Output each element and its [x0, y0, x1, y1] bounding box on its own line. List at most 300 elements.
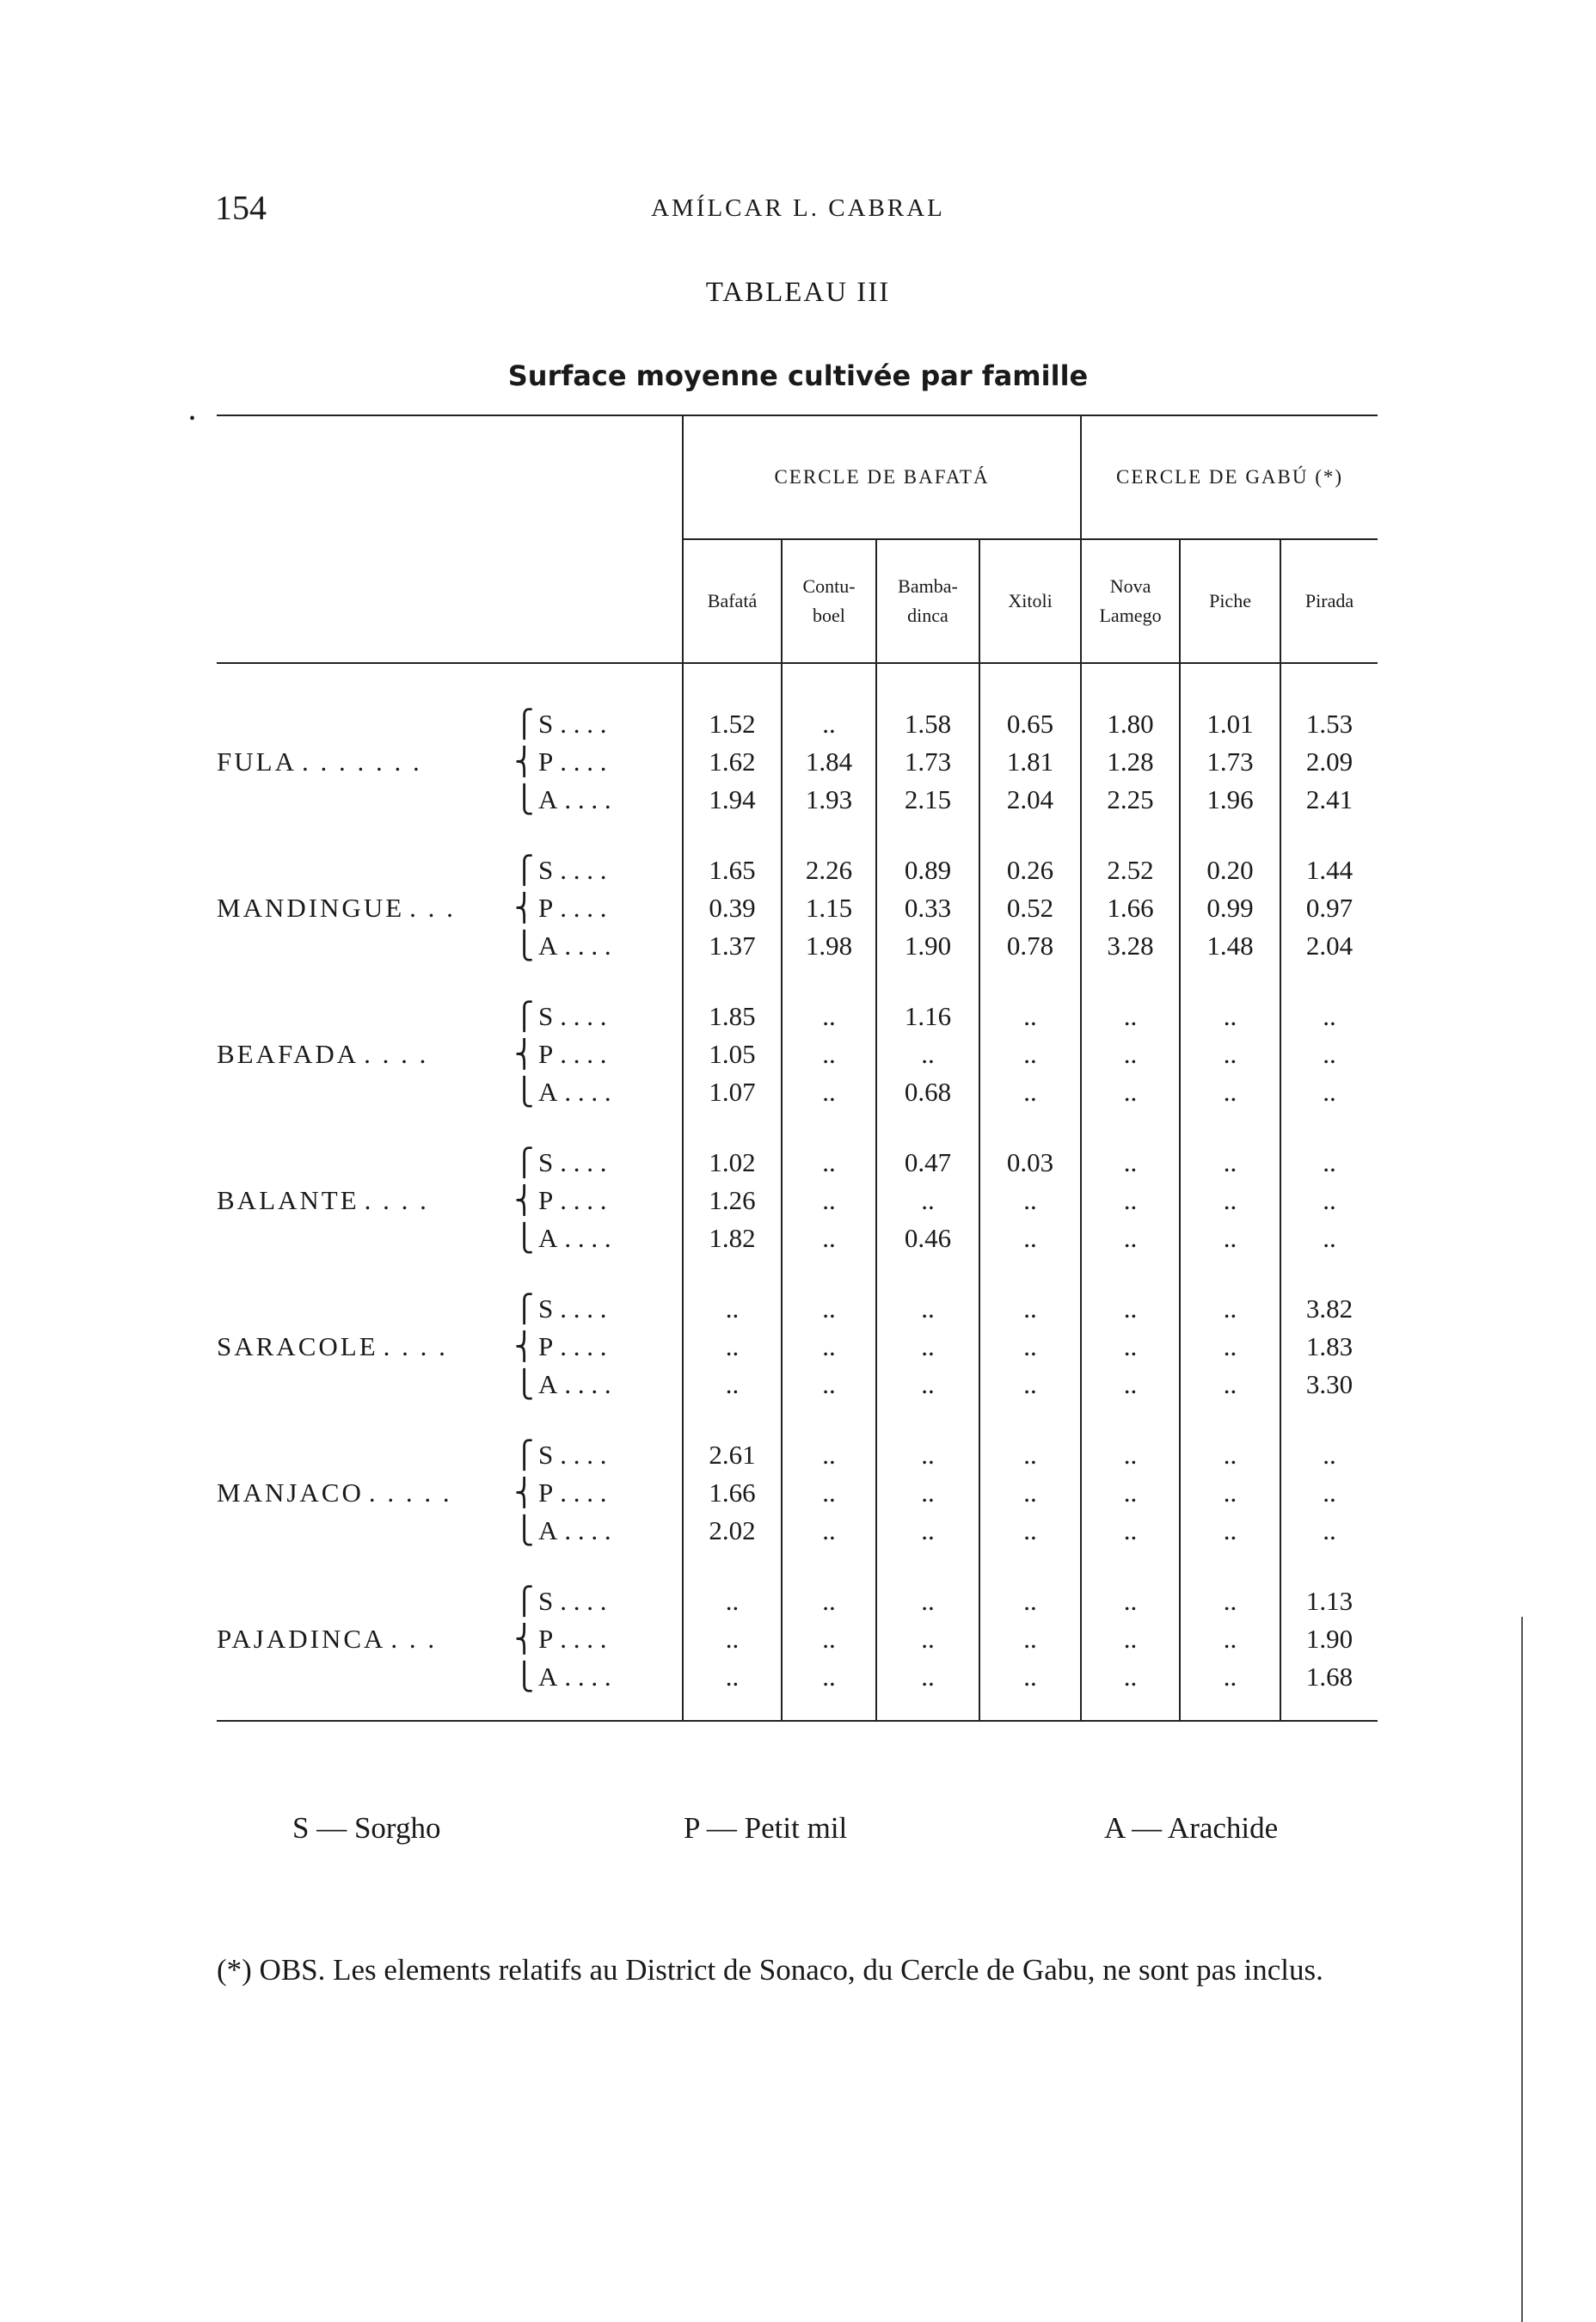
column-header — [683, 539, 782, 663]
group-name: PAJADINCA — [217, 1624, 386, 1654]
value-cell: 1.66 — [1081, 889, 1180, 927]
data-table — [217, 415, 1378, 1722]
brace-glyph: ⎧ — [514, 1293, 535, 1324]
crop-code: A — [538, 931, 558, 961]
value-cell: .. — [979, 1219, 1081, 1257]
value-cell: 1.82 — [683, 1219, 782, 1257]
brace-glyph: ⎧ — [514, 709, 535, 739]
value-cell: 1.66 — [683, 1474, 782, 1512]
table-row — [217, 1182, 1378, 1219]
value-cell: .. — [979, 1035, 1081, 1073]
value-cell: 0.65 — [979, 705, 1081, 743]
value-cell: 1.73 — [1180, 743, 1280, 781]
value-cell: .. — [979, 1582, 1081, 1620]
value-cell: .. — [782, 1035, 876, 1073]
value-cell: 2.09 — [1280, 743, 1378, 781]
crop-leader-dots: . . . . — [564, 931, 611, 961]
crop-leader-dots: . . . . — [564, 1662, 611, 1692]
value-cell: 0.99 — [1180, 889, 1280, 927]
crop-code: S — [538, 1586, 554, 1616]
value-cell: 1.13 — [1280, 1582, 1378, 1620]
group-label — [217, 1328, 526, 1366]
value-cell: 0.78 — [979, 927, 1081, 965]
value-cell: .. — [683, 1620, 782, 1658]
value-cell: .. — [1081, 1073, 1180, 1111]
value-cell: .. — [1180, 1512, 1280, 1550]
legend-petit-mil: P — Petit mil — [684, 1811, 848, 1845]
legend-sorgho: S — Sorgho — [292, 1811, 441, 1845]
value-cell: 2.52 — [1081, 851, 1180, 889]
value-cell: .. — [1180, 1219, 1280, 1257]
value-cell: .. — [876, 1035, 979, 1073]
value-cell: .. — [782, 1366, 876, 1404]
crop-leader-dots: . . . . — [564, 784, 611, 814]
crop-label — [514, 1512, 683, 1550]
column-header-line: dinca — [907, 605, 948, 626]
value-cell: .. — [782, 1290, 876, 1328]
value-cell: .. — [1280, 1144, 1378, 1182]
value-cell: 1.94 — [683, 781, 782, 819]
column-header — [1081, 539, 1180, 663]
brace-glyph: ⎨ — [514, 1477, 535, 1508]
value-cell: 1.93 — [782, 781, 876, 819]
value-cell: 2.41 — [1280, 781, 1378, 819]
group-header-bafata: CERCLE DE BAFATÁ — [683, 415, 1081, 539]
crop-code: A — [538, 1077, 558, 1107]
value-cell: .. — [782, 1512, 876, 1550]
group-label — [217, 889, 526, 927]
value-cell: .. — [876, 1290, 979, 1328]
value-cell: .. — [782, 1658, 876, 1696]
table-row — [217, 705, 1378, 743]
value-cell: 1.81 — [979, 743, 1081, 781]
table-row — [217, 743, 1378, 781]
crop-label — [514, 1328, 683, 1366]
crop-label — [514, 851, 683, 889]
value-cell: .. — [1180, 1290, 1280, 1328]
value-cell: 1.73 — [876, 743, 979, 781]
brace-glyph: ⎧ — [514, 855, 535, 885]
legend-arachide: A — Arachide — [1104, 1811, 1279, 1845]
crop-code: A — [538, 1369, 558, 1399]
crop-label — [514, 1620, 683, 1658]
value-cell: 1.53 — [1280, 705, 1378, 743]
value-cell: .. — [876, 1474, 979, 1512]
crop-code: A — [538, 1662, 558, 1692]
value-cell: 1.52 — [683, 705, 782, 743]
value-cell: .. — [1180, 1620, 1280, 1658]
value-cell: 0.03 — [979, 1144, 1081, 1182]
value-cell: 0.68 — [876, 1073, 979, 1111]
crop-leader-dots: . . . . — [560, 1185, 607, 1215]
crop-code: A — [538, 784, 558, 814]
brace-glyph: ⎨ — [514, 1039, 535, 1069]
brace-glyph: ⎨ — [514, 1331, 535, 1361]
group-name: FULA — [217, 746, 297, 777]
crop-leader-dots: . . . . — [560, 1586, 607, 1616]
value-cell: .. — [683, 1328, 782, 1366]
table-row — [217, 927, 1378, 965]
value-cell: .. — [782, 1436, 876, 1474]
group-leader-dots: . . . . . — [368, 1477, 452, 1508]
value-cell: 1.98 — [782, 927, 876, 965]
value-cell: .. — [1081, 1035, 1180, 1073]
group-label — [217, 781, 526, 819]
crop-code: A — [538, 1223, 558, 1253]
crop-leader-dots: . . . . — [560, 1624, 607, 1654]
table-row — [217, 1073, 1378, 1111]
value-cell: .. — [1180, 1658, 1280, 1696]
group-label — [217, 1620, 526, 1658]
value-cell: .. — [979, 998, 1081, 1035]
value-cell: 1.28 — [1081, 743, 1180, 781]
table-row — [217, 998, 1378, 1035]
value-cell: .. — [683, 1582, 782, 1620]
value-cell: .. — [979, 1512, 1081, 1550]
value-cell: .. — [979, 1436, 1081, 1474]
value-cell: 1.15 — [782, 889, 876, 927]
group-label — [217, 851, 526, 889]
group-leader-dots: . . . . . . . — [301, 746, 422, 777]
value-cell: 2.02 — [683, 1512, 782, 1550]
table-row — [217, 1290, 1378, 1328]
value-cell: .. — [1280, 1219, 1378, 1257]
value-cell: 2.15 — [876, 781, 979, 819]
crop-leader-dots: . . . . — [560, 1039, 607, 1069]
brace-glyph: ⎩ — [514, 1369, 535, 1399]
value-cell: 1.80 — [1081, 705, 1180, 743]
crop-code: A — [538, 1515, 558, 1545]
group-header-gabu: CERCLE DE GABÚ (*) — [1081, 415, 1378, 539]
brace-glyph: ⎨ — [514, 746, 535, 777]
value-cell: 1.58 — [876, 705, 979, 743]
value-cell: .. — [782, 1474, 876, 1512]
group-leader-dots: . . . . — [364, 1185, 429, 1215]
crop-label — [514, 1144, 683, 1182]
group-leader-dots: . . . . — [364, 1039, 429, 1069]
value-cell: 1.02 — [683, 1144, 782, 1182]
value-cell: 1.48 — [1180, 927, 1280, 965]
value-cell: .. — [782, 1144, 876, 1182]
crop-label — [514, 1035, 683, 1073]
value-cell: 1.65 — [683, 851, 782, 889]
value-cell: .. — [782, 998, 876, 1035]
value-cell: .. — [1081, 1436, 1180, 1474]
crop-code: S — [538, 1440, 554, 1470]
value-cell: .. — [1081, 1182, 1180, 1219]
value-cell: .. — [876, 1582, 979, 1620]
value-cell: 2.04 — [979, 781, 1081, 819]
brace-glyph: ⎨ — [514, 1624, 535, 1654]
group-label — [217, 1182, 526, 1219]
value-cell: .. — [782, 1073, 876, 1111]
column-header — [876, 539, 979, 663]
column-header-line: Piche — [1209, 590, 1251, 611]
crop-leader-dots: . . . . — [560, 746, 607, 777]
group-name: SARACOLE — [217, 1331, 378, 1361]
value-cell: 1.01 — [1180, 705, 1280, 743]
value-cell: .. — [782, 1328, 876, 1366]
crop-label — [514, 1436, 683, 1474]
value-cell: 3.82 — [1280, 1290, 1378, 1328]
page-number: 154 — [215, 188, 267, 227]
group-leader-dots: . . . . — [383, 1331, 448, 1361]
column-header — [1180, 539, 1280, 663]
value-cell: .. — [1280, 998, 1378, 1035]
value-cell: 1.44 — [1280, 851, 1378, 889]
column-header-line: Contu- — [802, 575, 856, 597]
value-cell: .. — [1081, 1620, 1180, 1658]
group-label — [217, 705, 526, 743]
value-cell: 2.61 — [683, 1436, 782, 1474]
value-cell: .. — [1081, 1219, 1180, 1257]
value-cell: .. — [1180, 1582, 1280, 1620]
crop-label — [514, 1073, 683, 1111]
crop-leader-dots: . . . . — [560, 1331, 607, 1361]
value-cell: .. — [876, 1436, 979, 1474]
column-header-line: Nova — [1109, 575, 1151, 597]
value-cell: .. — [979, 1474, 1081, 1512]
crop-code: S — [538, 1293, 554, 1324]
group-name: BEAFADA — [217, 1039, 359, 1069]
value-cell: .. — [683, 1366, 782, 1404]
crop-code: P — [538, 746, 554, 777]
group-name: MANDINGUE — [217, 893, 405, 923]
value-cell: 1.96 — [1180, 781, 1280, 819]
group-label — [217, 1290, 526, 1328]
column-header — [1280, 539, 1378, 663]
value-cell: 0.89 — [876, 851, 979, 889]
brace-glyph: ⎩ — [514, 931, 535, 961]
brace-glyph: ⎧ — [514, 1586, 535, 1616]
column-header — [782, 539, 876, 663]
group-label — [217, 1035, 526, 1073]
value-cell: .. — [782, 1182, 876, 1219]
value-cell: .. — [979, 1620, 1081, 1658]
value-cell: .. — [876, 1658, 979, 1696]
value-cell: 1.16 — [876, 998, 979, 1035]
value-cell: 1.26 — [683, 1182, 782, 1219]
value-cell: 1.05 — [683, 1035, 782, 1073]
group-label — [217, 1144, 526, 1182]
value-cell: .. — [782, 1582, 876, 1620]
scan-edge-line — [1521, 1617, 1523, 2322]
value-cell: .. — [1081, 998, 1180, 1035]
footnote: (*) OBS. Les elements relatifs au District de Sonaco, du Cercle de Gabu, ne sont pas inclus. — [217, 1953, 1323, 1987]
crop-label — [514, 1366, 683, 1404]
value-cell: .. — [782, 1219, 876, 1257]
value-cell: 2.25 — [1081, 781, 1180, 819]
value-cell: .. — [1280, 1073, 1378, 1111]
group-label — [217, 1582, 526, 1620]
brace-glyph: ⎨ — [514, 1185, 535, 1215]
column-header-line: Xitoli — [1008, 590, 1053, 611]
group-label — [217, 1436, 526, 1474]
value-cell: 3.28 — [1081, 927, 1180, 965]
table-row — [217, 1620, 1378, 1658]
crop-leader-dots: . . . . — [564, 1077, 611, 1107]
value-cell: 1.84 — [782, 743, 876, 781]
crop-code: S — [538, 855, 554, 885]
table-row — [217, 1582, 1378, 1620]
value-cell: 2.04 — [1280, 927, 1378, 965]
value-cell: .. — [979, 1290, 1081, 1328]
group-leader-dots: . . . — [390, 1624, 438, 1654]
crop-code: P — [538, 893, 554, 923]
crop-label — [514, 705, 683, 743]
value-cell: .. — [782, 1620, 876, 1658]
table-row — [217, 1144, 1378, 1182]
column-header-line: Bafatá — [707, 590, 758, 611]
value-cell: 1.85 — [683, 998, 782, 1035]
value-cell: 3.30 — [1280, 1366, 1378, 1404]
brace-glyph: ⎩ — [514, 1077, 535, 1107]
brace-glyph: ⎧ — [514, 1147, 535, 1177]
brace-glyph: ⎩ — [514, 1515, 535, 1545]
column-header — [979, 539, 1081, 663]
value-cell: 1.68 — [1280, 1658, 1378, 1696]
value-cell: .. — [1280, 1035, 1378, 1073]
crop-label — [514, 927, 683, 965]
table-row — [217, 889, 1378, 927]
value-cell: .. — [1081, 1290, 1180, 1328]
value-cell: .. — [1180, 1328, 1280, 1366]
table-row — [217, 1658, 1378, 1696]
value-cell: .. — [1280, 1474, 1378, 1512]
crop-leader-dots: . . . . — [560, 1477, 607, 1508]
table-subtitle: Surface moyenne cultivée par famille — [507, 359, 1089, 392]
crop-label — [514, 1290, 683, 1328]
value-cell: .. — [979, 1182, 1081, 1219]
value-cell: 0.33 — [876, 889, 979, 927]
crop-label — [514, 1582, 683, 1620]
crop-leader-dots: . . . . — [560, 1440, 607, 1470]
table-row — [217, 1474, 1378, 1512]
crop-code: S — [538, 1001, 554, 1031]
group-leader-dots: . . . — [409, 893, 456, 923]
crop-leader-dots: . . . . — [560, 1001, 607, 1031]
crop-leader-dots: . . . . — [564, 1369, 611, 1399]
value-cell: .. — [1180, 1035, 1280, 1073]
value-cell: .. — [1180, 1436, 1280, 1474]
group-label — [217, 1658, 526, 1696]
crop-label — [514, 889, 683, 927]
value-cell: 0.97 — [1280, 889, 1378, 927]
value-cell: .. — [683, 1290, 782, 1328]
column-header-line: Lamego — [1099, 605, 1162, 626]
crop-label — [514, 1219, 683, 1257]
group-label — [217, 1366, 526, 1404]
crop-code: P — [538, 1624, 554, 1654]
value-cell: .. — [782, 705, 876, 743]
table-row — [217, 1328, 1378, 1366]
value-cell: .. — [1081, 1582, 1180, 1620]
table-row — [217, 1035, 1378, 1073]
value-cell: .. — [1280, 1436, 1378, 1474]
value-cell: .. — [683, 1658, 782, 1696]
crop-leader-dots: . . . . — [564, 1223, 611, 1253]
group-label — [217, 1512, 526, 1550]
brace-glyph: ⎩ — [514, 1223, 535, 1253]
crop-leader-dots: . . . . — [560, 1147, 607, 1177]
value-cell: .. — [1180, 1073, 1280, 1111]
brace-glyph: ⎧ — [514, 1440, 535, 1470]
value-cell: 0.47 — [876, 1144, 979, 1182]
value-cell: .. — [1180, 1144, 1280, 1182]
table-row — [217, 1219, 1378, 1257]
crop-label — [514, 998, 683, 1035]
crop-label — [514, 1474, 683, 1512]
group-name: BALANTE — [217, 1185, 359, 1215]
column-header-line: boel — [813, 605, 845, 626]
crop-code: P — [538, 1185, 554, 1215]
value-cell: .. — [979, 1366, 1081, 1404]
crop-leader-dots: . . . . — [560, 709, 607, 739]
margin-dot: • — [189, 409, 196, 428]
value-cell: .. — [876, 1182, 979, 1219]
value-cell: 0.46 — [876, 1219, 979, 1257]
table-row — [217, 1366, 1378, 1404]
value-cell: 1.83 — [1280, 1328, 1378, 1366]
header-stub — [217, 415, 683, 663]
value-cell: 2.26 — [782, 851, 876, 889]
column-header-line: Pirada — [1304, 590, 1354, 611]
running-head: AMÍLCAR L. CABRAL — [651, 194, 945, 222]
table-row — [217, 851, 1378, 889]
value-cell: .. — [1180, 1182, 1280, 1219]
table-row — [217, 1436, 1378, 1474]
column-header-line: Bamba- — [898, 575, 958, 597]
value-cell: .. — [876, 1366, 979, 1404]
group-name: MANJACO — [217, 1477, 364, 1508]
value-cell: 1.90 — [876, 927, 979, 965]
crop-label — [514, 781, 683, 819]
value-cell: .. — [1081, 1144, 1180, 1182]
value-cell: .. — [979, 1328, 1081, 1366]
value-cell: .. — [1081, 1658, 1180, 1696]
crop-leader-dots: . . . . — [560, 893, 607, 923]
value-cell: .. — [1180, 1366, 1280, 1404]
value-cell: .. — [1081, 1366, 1180, 1404]
value-cell: .. — [1081, 1512, 1180, 1550]
crop-label — [514, 743, 683, 781]
crop-leader-dots: . . . . — [560, 1293, 607, 1324]
crop-label — [514, 1182, 683, 1219]
value-cell: .. — [979, 1658, 1081, 1696]
value-cell: 0.52 — [979, 889, 1081, 927]
group-label — [217, 1219, 526, 1257]
value-cell: 1.37 — [683, 927, 782, 965]
value-cell: .. — [1180, 998, 1280, 1035]
value-cell: .. — [876, 1328, 979, 1366]
value-cell: 0.39 — [683, 889, 782, 927]
value-cell: .. — [1180, 1474, 1280, 1512]
value-cell: .. — [1280, 1512, 1378, 1550]
value-cell: .. — [876, 1620, 979, 1658]
value-cell: .. — [979, 1073, 1081, 1111]
crop-label — [514, 1658, 683, 1696]
crop-code: P — [538, 1477, 554, 1508]
crop-code: S — [538, 1147, 554, 1177]
value-cell: 1.90 — [1280, 1620, 1378, 1658]
group-label — [217, 743, 526, 781]
crop-leader-dots: . . . . — [560, 855, 607, 885]
value-cell: 0.26 — [979, 851, 1081, 889]
value-cell: .. — [1280, 1182, 1378, 1219]
group-label — [217, 1474, 526, 1512]
value-cell: .. — [1081, 1328, 1180, 1366]
brace-glyph: ⎩ — [514, 784, 535, 814]
